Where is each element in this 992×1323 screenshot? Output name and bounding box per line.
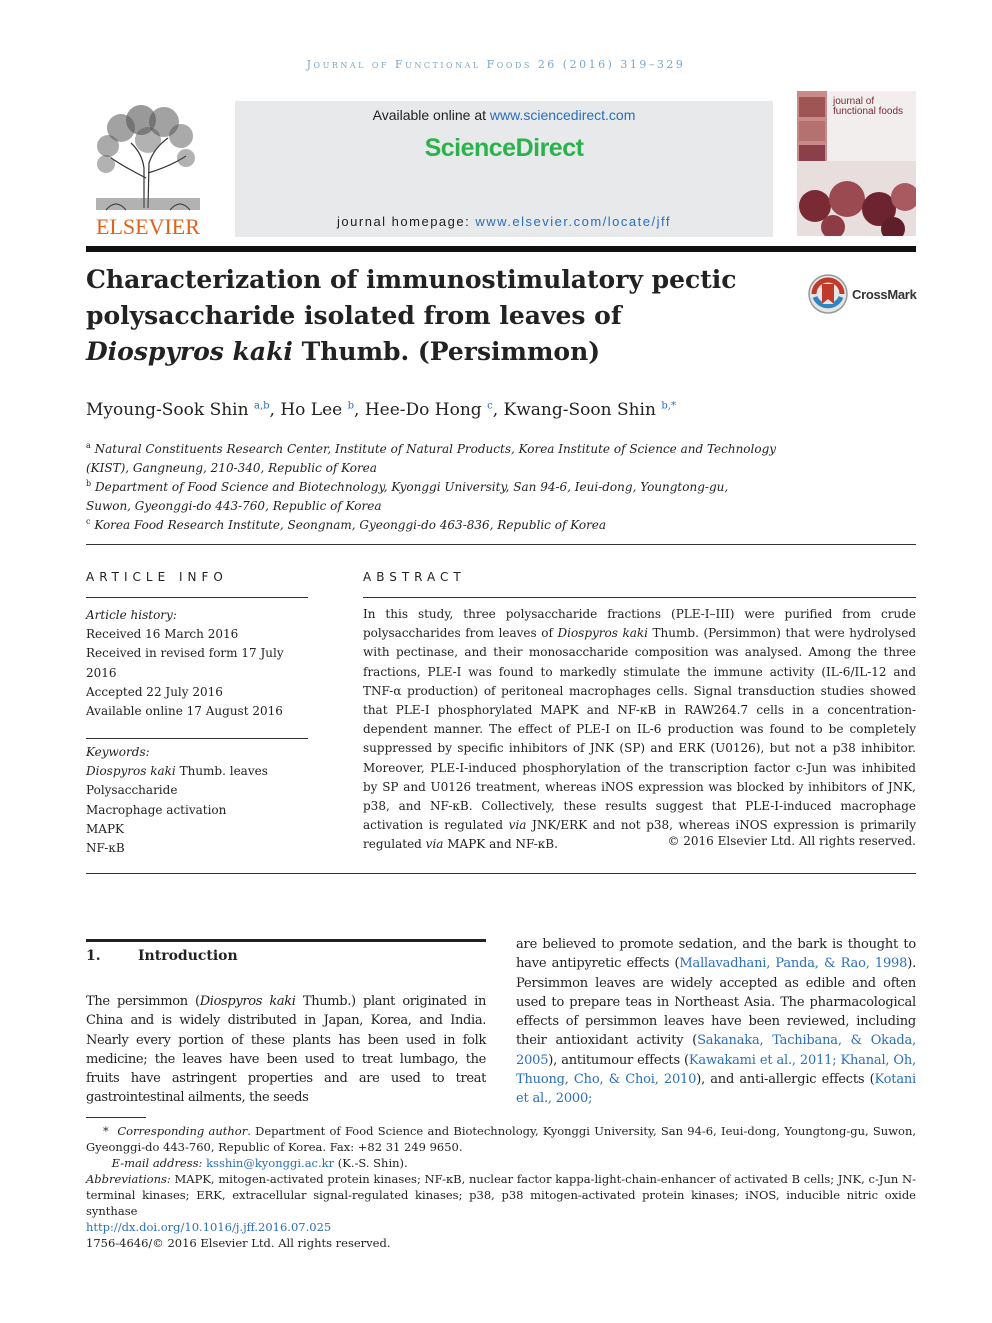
- introduction-rule: [86, 939, 486, 942]
- section-number: 1.: [86, 948, 101, 964]
- abstract-copyright: © 2016 Elsevier Ltd. All rights reserved.: [667, 834, 916, 848]
- article-history: [86, 606, 308, 721]
- citation-link[interactable]: Mallavadhani, Panda, & Rao, 1998: [679, 956, 908, 972]
- author-separator: ,: [492, 400, 504, 420]
- keyword-species: Diospyros kaki: [86, 764, 176, 779]
- crossmark-label: CrossMark: [852, 287, 917, 302]
- abstract-part: MAPK and NF-κB.: [443, 837, 558, 852]
- keyword-item: NF-κB: [86, 841, 125, 856]
- corresponding-text: . Department of Food Science and Biotechnology, Kyonggi University, San 94-6, Ieui-dong, Youngtong-gu, Suwon, Gyeonggi-do 443-760, Republic of Korea. Fax: +82 31 249 9650.: [86, 1124, 917, 1154]
- email-suffix: (K.-S. Shin).: [334, 1156, 408, 1170]
- body-text: Thumb.) plant originated in China and is widely distributed in Japan, Korea, and India. Nearly every portion of these plants has been used in folk medicine; the leaves have been used to treat lumbago, the fruits have astringent properties and are used to treat gastrointestinal ailments, the seeds: [86, 994, 486, 1106]
- available-online-text: [235, 107, 773, 123]
- sciencedirect-link[interactable]: www.sciencedirect.com: [489, 107, 636, 123]
- body-text: ), and anti-allergic effects (: [696, 1072, 875, 1088]
- section-rule: [86, 873, 916, 874]
- crossmark-icon[interactable]: [807, 273, 849, 315]
- author-separator: ,: [269, 400, 281, 420]
- journal-homepage-text: [235, 214, 773, 229]
- body-text: ). Persimmon leaves are widely accepted as edible and often used to prepare teas in Northeast Asia. The pharmacological effects of persimmon leaves have been reviewed, including their antioxidant activity (: [516, 956, 917, 1049]
- history-item: Received 16 March 2016: [86, 627, 239, 642]
- abstract-via: via: [425, 837, 444, 852]
- email-note: [86, 1155, 916, 1171]
- sciencedirect-brand: ScienceDirect: [424, 134, 584, 162]
- author-affiliation-mark[interactable]: a,b: [253, 400, 270, 412]
- author-affiliation-mark[interactable]: b: [347, 400, 355, 412]
- corresponding-author-note: [86, 1123, 916, 1155]
- section-rule: [86, 544, 916, 545]
- affiliation-c: [86, 512, 916, 535]
- keywords-rule: [86, 738, 308, 739]
- affiliation-mark: b: [86, 479, 92, 488]
- issn-line: 1756-4646/© 2016 Elsevier Ltd. All rights reserved.: [86, 1236, 391, 1250]
- journal-homepage-link[interactable]: www.elsevier.com/locate/jff: [475, 214, 671, 229]
- author-name[interactable]: Hee-Do Hong: [364, 400, 482, 420]
- article-history-label: Article history:: [86, 608, 177, 622]
- author-list: [86, 400, 916, 420]
- abstract-via: via: [508, 818, 527, 833]
- author-separator: ,: [354, 400, 365, 420]
- keyword-item: [86, 762, 308, 781]
- section-title: Introduction: [138, 948, 238, 964]
- abstract-text: [363, 605, 916, 855]
- affiliation-line: Department of Food Science and Biotechnology, Kyonggi University, San 94-6, Ieui-dong, Youngtong-gu,: [94, 480, 729, 494]
- author-affiliation-mark[interactable]: c: [487, 400, 493, 412]
- introduction-heading: [86, 948, 238, 964]
- affiliation-line: Suwon, Gyeonggi-do 443-760, Republic of Korea: [86, 499, 382, 513]
- title-line-2: polysaccharide isolated from leaves of: [86, 301, 622, 330]
- article-info-rule: [86, 597, 308, 598]
- body-text: ), antitumour effects (: [548, 1052, 689, 1068]
- title-line-3: Thumb. (Persimmon): [292, 337, 601, 366]
- email-label: E-mail address:: [111, 1156, 203, 1170]
- introduction-left-column: [86, 992, 486, 1108]
- footnote-rule: [86, 1117, 146, 1118]
- affiliation-a: [86, 436, 916, 478]
- history-item: Received in revised form 17 July: [86, 646, 284, 661]
- affiliation-b: [86, 474, 916, 516]
- affiliation-line: Korea Food Research Institute, Seongnam, Gyeonggi-do 463-836, Republic of Korea: [94, 518, 607, 532]
- keyword-item: MAPK: [86, 821, 124, 836]
- cover-food-image: [797, 161, 916, 236]
- affiliation-mark: a: [86, 441, 91, 450]
- title-line-1: Characterization of immunostimulatory pectic: [86, 265, 737, 294]
- doi-link[interactable]: http://dx.doi.org/10.1016/j.jff.2016.07.025: [86, 1220, 332, 1234]
- cover-title: journal of functional foods: [833, 96, 904, 117]
- history-item: Available online 17 August 2016: [86, 704, 283, 719]
- homepage-prefix: journal homepage:: [337, 214, 476, 229]
- keyword-item: Macrophage activation: [86, 802, 227, 817]
- citation-link[interactable]: Sakanaka, Tachibana, & Okada, 2005: [516, 1033, 916, 1068]
- author-name[interactable]: Ho Lee: [280, 400, 343, 420]
- email-link[interactable]: ksshin@kyonggi.ac.kr: [206, 1156, 335, 1170]
- keyword-text: Thumb. leaves: [175, 764, 268, 779]
- journal-cover-icon: [797, 91, 916, 236]
- abstract-part: In this study, three polysaccharide fractions (PLE-I–III) were purified from crude polysaccharides from leaves of: [363, 607, 916, 641]
- header-rule: [86, 246, 916, 252]
- article-info-heading: ARTICLE INFO: [86, 570, 228, 584]
- body-species: Diospyros kaki: [199, 994, 296, 1009]
- author-name[interactable]: Kwang-Soon Shin: [503, 400, 656, 420]
- corresponding-label: Corresponding author: [117, 1124, 248, 1138]
- body-text: are believed to promote sedation, and the bark is thought to have antipyretic effects (: [516, 937, 916, 972]
- journal-running-head: Journal of Functional Foods 26 (2016) 319–329: [306, 58, 686, 71]
- affiliation-line: Natural Constituents Research Center, Institute of Natural Products, Korea Institute of Science and Technology: [94, 442, 777, 456]
- elsevier-wordmark: ELSEVIER: [96, 214, 200, 239]
- abstract-rule: [363, 597, 916, 598]
- abbreviations-label: Abbreviations:: [86, 1172, 171, 1186]
- affiliation-line: (KIST), Gangneung, 210-340, Republic of Korea: [86, 461, 377, 475]
- citation-link[interactable]: Kotani et al., 2000;: [516, 1072, 916, 1107]
- keywords: [86, 743, 308, 858]
- history-item: 2016: [86, 665, 117, 680]
- affiliation-mark: c: [86, 517, 91, 526]
- abbreviations-note: [86, 1171, 916, 1219]
- author-name[interactable]: Myoung-Sook Shin: [86, 400, 249, 420]
- body-text: The persimmon (: [86, 994, 200, 1009]
- citation-link[interactable]: Kawakami et al., 2011; Khanal, Oh, Thuong, Cho, & Choi, 2010: [516, 1052, 916, 1088]
- abstract-heading: ABSTRACT: [363, 570, 466, 584]
- history-item: Accepted 22 July 2016: [86, 684, 223, 699]
- introduction-right-column: [516, 935, 916, 1109]
- abstract-part: Thumb. (Persimmon) that were hydrolysed with pectinase, and their monosaccharide composition was analysed. Among the three fractions, PLE-I was found to markedly stimulate the immune activity (IL-6/IL-12 and TNF-α production) of peritoneal macrophages cells. Signal transduction studies showed that PLE-I phosphorylated MAPK and NF-κB in RAW264.7 cells in a concentration-dependent manner. The effect of PLE-I on IL-6 production was found to be completely suppressed by specific inhibitors of JNK (SP) and ERK (U0126), but not a p38 inhibitor. Moreover, PLE-I-induced phosphorylation of the transcription factor c-Jun was inhibited by SP and U0126 treatment, whereas iNOS expression was blocked by inhibitors of JNK, p38, and NF-κB. Collectively, these results suggest that PLE-I-induced macrophage activation is regulated: [363, 626, 916, 833]
- author-affiliation-mark[interactable]: b,*: [661, 400, 676, 412]
- keyword-item: Polysaccharide: [86, 783, 178, 798]
- keywords-label: Keywords:: [86, 745, 150, 759]
- abbreviations-text: MAPK, mitogen-activated protein kinases; NF-κB, nuclear factor kappa-light-chain-enhancer of activated B cells; JNK, c-Jun N-terminal kinases; ERK, extracellular signal-regulated kinases; p38, p38 mitogen-activated protein kinases; iNOS, inducible nitric oxide synthase: [86, 1172, 916, 1218]
- abstract-species: Diospyros kaki: [557, 626, 648, 641]
- article-title: [86, 262, 786, 370]
- abstract-part: JNK/ERK and not p38, whereas iNOS expression is primarily regulated: [363, 818, 916, 852]
- available-online-prefix: Available online at: [372, 107, 490, 123]
- footnote-mark: *: [103, 1124, 109, 1138]
- sciencedirect-banner: [235, 101, 773, 237]
- title-species: Diospyros kaki: [86, 337, 293, 366]
- footnotes: [86, 1123, 916, 1251]
